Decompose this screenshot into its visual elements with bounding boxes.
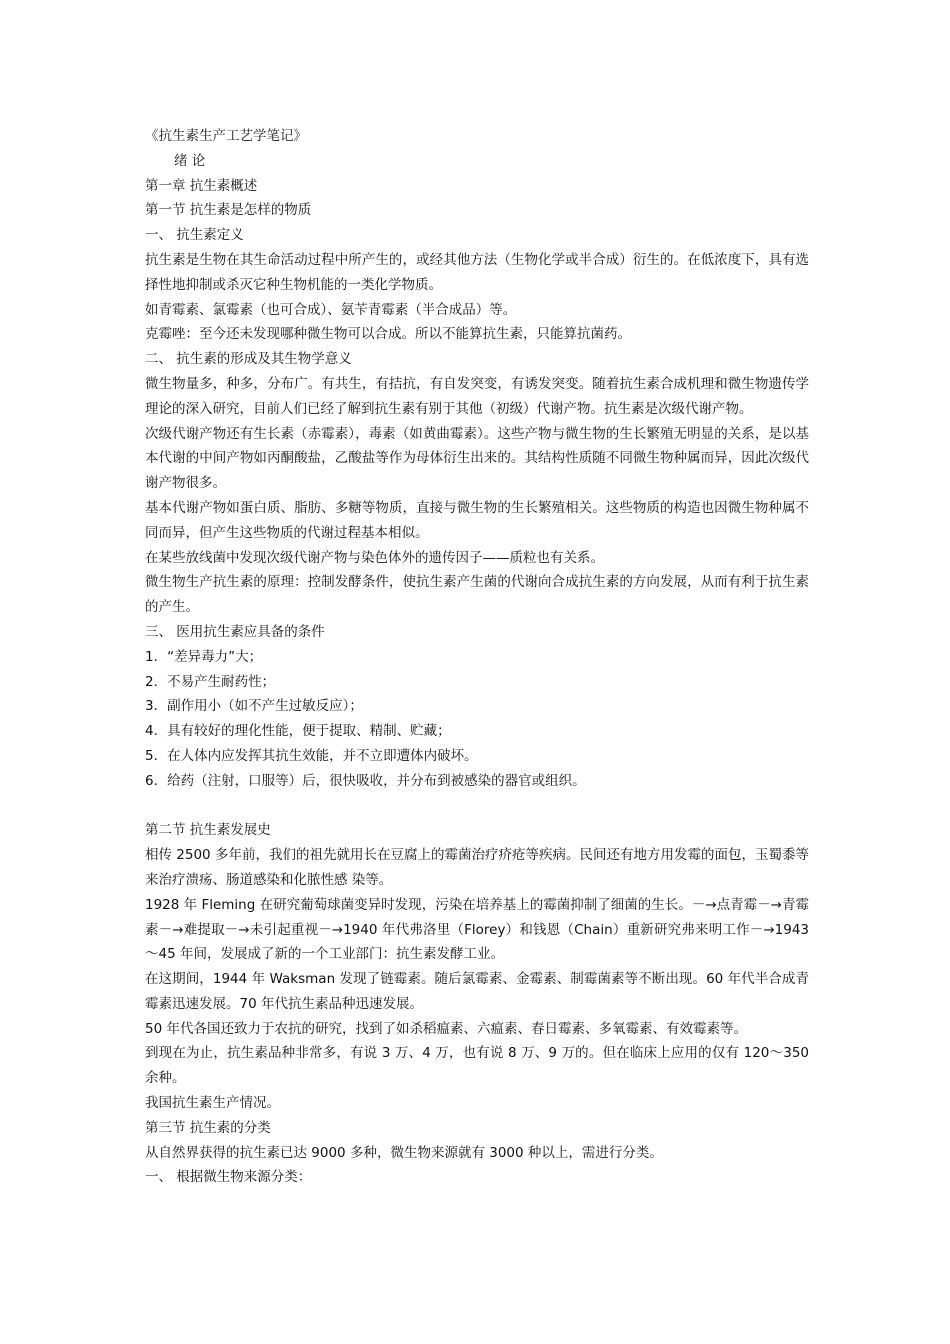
paragraph: 1928 年 Fleming 在研究葡萄球菌变异时发现，污染在培养基上的霉菌抑制了细菌的生长。－→点青霉－→青霉素－→难提取－→未引起重视－→1940 年代弗洛里（Florey）和钱恩（Chain）重新研究弗来明工作－→1943～45 年间，发展成了新的一个工业部门：抗生素发酵工业。 [145,896,809,963]
paragraph: 我国抗生素生产情况。 [145,1095,280,1112]
subsection-heading: 一、 抗生素定义 [145,227,244,244]
paragraph: 微生物生产抗生素的原理：控制发酵条件，使抗生素产生菌的代谢向合成抗生素的方向发展，从而有利于抗生素的产生。 [145,574,809,616]
document-title: 《抗生素生产工艺学笔记》 [145,128,307,144]
paragraph: 微生物量多，种多，分布广。有共生，有拮抗，有自发突变，有诱发突变。随着抗生素合成机理和微生物遗传学理论的深入研究，目前人们已经了解到抗生素有别于其他（初级）代谢产物。抗生素是次级代谢产物。 [145,375,809,417]
paragraph: 基本代谢产物如蛋白质、脂肪、多糖等物质，直接与微生物的生长繁殖相关。这些物质的构造也因微生物种属不同而异，但产生这些物质的代谢过程基本相似。 [145,499,809,541]
intro-heading: 绪 论 [174,152,206,169]
list-item: 6．给药（注射，口服等）后，很快吸收，并分布到被感染的器官或组织。 [145,772,586,789]
list-item: 2．不易产生耐药性； [145,673,276,690]
subsection-heading: 二、 抗生素的形成及其生物学意义 [145,351,352,368]
paragraph: 从自然界获得的抗生素已达 9000 多种，微生物来源就有 3000 种以上，需进行分类。 [145,1144,663,1161]
paragraph: 50 年代各国还致力于农抗的研究，找到了如杀稻瘟素、六瘟素、春日霉素、多氧霉素、有效霉素等。 [145,1020,747,1037]
section-heading: 第三节 抗生素的分类 [145,1119,271,1136]
subsection-heading: 三、 医用抗生素应具备的条件 [145,623,325,640]
list-item: 1．“差异毒力”大； [145,648,263,665]
chapter-heading: 第一章 抗生素概述 [145,177,258,194]
paragraph: 次级代谢产物还有生长素（赤霉素），毒素（如黄曲霉素）。这些产物与微生物的生长繁殖无明显的关系，是以基本代谢的中间产物如丙酮酸盐，乙酸盐等作为母体衍生出来的。其结构性质随不同微生物种属而异，因此次级代谢产物很多。 [145,425,809,492]
blank-line [145,794,809,819]
paragraph: 相传 2500 多年前，我们的祖先就用长在豆腐上的霉菌治疗疥疮等疾病。民间还有地方用发霉的面包，玉蜀黍等来治疗溃疡、肠道感染和化脓性感 染等。 [145,847,809,888]
list-item: 4．具有较好的理化性能，便于提取、精制、贮藏； [145,723,451,740]
document-page [145,124,809,1190]
list-item: 3．副作用小（如不产生过敏反应）； [145,698,363,715]
section-heading: 第二节 抗生素发展史 [145,822,271,839]
paragraph: 到现在为止，抗生素品种非常多，有说 3 万、4 万，也有说 8 万、9 万的。但在临床上应用的仅有 120～350 余种。 [145,1045,809,1087]
subsection-heading: 一、 根据微生物来源分类： [145,1169,312,1186]
paragraph: 在这期间，1944 年 Waksman 发现了链霉素。随后氯霉素、金霉素、制霉菌素等不断出现。60 年代半合成青霉素迅速发展。70 年代抗生素品种迅速发展。 [145,971,809,1012]
paragraph: 克霉唑：至今还未发现哪种微生物可以合成。所以不能算抗生素，只能算抗菌药。 [145,326,631,343]
paragraph: 如青霉素、氯霉素（也可合成）、氨苄青霉素（半合成品）等。 [145,301,517,318]
paragraph: 在某些放线菌中发现次级代谢产物与染色体外的遗传因子——质粒也有关系。 [145,549,604,566]
paragraph: 抗生素是生物在其生命活动过程中所产生的，或经其他方法（生物化学或半合成）衍生的。在低浓度下，具有选择性地抑制或杀灭它种生物机能的一类化学物质。 [145,251,809,293]
list-item: 5．在人体内应发挥其抗生效能，并不立即遭体内破坏。 [145,747,478,764]
section-heading: 第一节 抗生素是怎样的物质 [145,202,312,219]
